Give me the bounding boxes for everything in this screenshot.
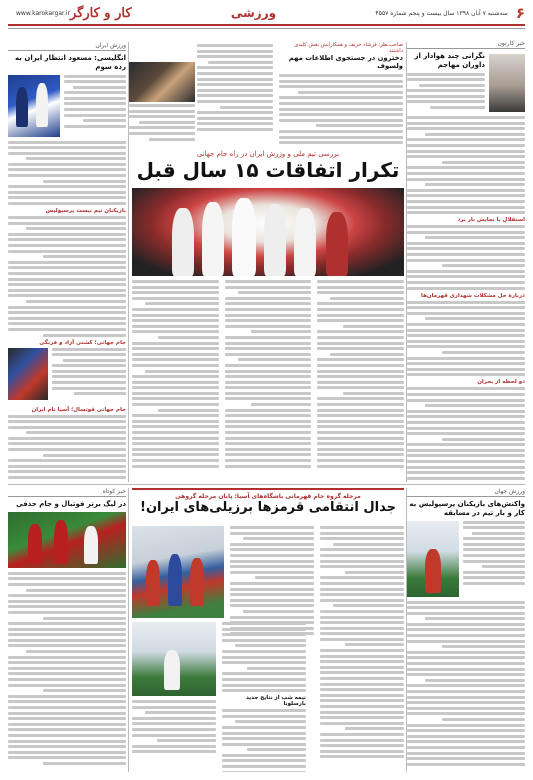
main-kicker: بررسی تیم ملی و وزرش ایران در راه جام جهانی — [196, 150, 340, 158]
feature-field-photo — [132, 622, 216, 696]
left-column — [8, 42, 126, 482]
divider-right — [406, 42, 407, 482]
top-middle-headline: دخترون در جستجوی اطلاعات مهم ولسوف — [288, 54, 403, 71]
main-team-photo — [132, 188, 404, 276]
right-column-label: خبر کارتون — [407, 40, 525, 49]
left-body-3 — [8, 415, 126, 480]
feature-col-1 — [320, 526, 404, 761]
left-subhead-3: جام جهانی فوتسال؛ آسیا نام ایران — [31, 406, 126, 413]
divider-mid — [8, 484, 525, 485]
top-middle-kicker: صاحب‌نظر: فرشاد حریف و همکارانش نقش کلیدی داشتند — [294, 42, 403, 54]
left-headline: انگلیسی: مسعود انتظار ایران به رده سوم — [15, 54, 126, 71]
right-body-2 — [407, 225, 525, 290]
left-bottom-body — [8, 572, 126, 765]
mini-story-headline: نیمه شب از نتایج جدید بارسلونا — [245, 695, 306, 708]
right-portrait-photo — [489, 54, 525, 112]
left-bottom-column — [8, 488, 126, 772]
top-middle-col-2 — [197, 44, 273, 134]
page-number: ۶ — [515, 4, 525, 22]
right-column — [407, 40, 525, 480]
masthead-rule-thin — [8, 28, 525, 29]
feature-match-photo — [132, 526, 224, 618]
right-bottom-column — [407, 488, 525, 772]
right-body-1 — [407, 116, 525, 214]
masthead — [0, 0, 533, 40]
main-headline: تکرار اتفاقات ۱۵ سال قبل — [136, 158, 400, 182]
masthead-rule — [8, 24, 525, 26]
main-body-col-3 — [132, 280, 219, 480]
right-body-3 — [407, 301, 525, 377]
right-bottom-label: ورزش جهان — [407, 488, 525, 497]
right-bottom-headline: واکنش‌های بازیکنان پرسپولیس به کار و بار تیم در مسابقه — [409, 500, 525, 517]
left-subhead-1: بازیکنان تیم نیست پرسپولیس — [45, 208, 126, 215]
masthead-topline — [8, 6, 525, 20]
divider-left-bottom — [128, 488, 129, 772]
dateline: سه‌شنبه ۷ آبان ۱۳۹۸ سال بیست و پنجم شماره ۴۵۵۷ — [375, 9, 508, 17]
left-body-1 — [8, 141, 126, 206]
left-football-photo — [8, 75, 60, 137]
top-middle-studio-photo — [129, 62, 195, 102]
brand-logo: کار و کارگر — [69, 5, 132, 21]
left-bottom-label: خبر کوتاه — [8, 488, 126, 497]
right-subhead-1: استقلال با نمایش بار برد — [457, 217, 525, 224]
left-bottom-headline: در لیگ برتر فوتبال و جام حذفی — [16, 500, 126, 508]
feature-headline: جدال انتقامی قرمزها برزیلی‌های ایران! — [140, 500, 396, 515]
left-subhead-2: جام جهانی؛ کشتی آزاد و فرنگی — [39, 339, 126, 346]
feature-lower — [132, 622, 306, 752]
divider-right-bottom — [406, 488, 407, 772]
right-body-4 — [407, 387, 525, 480]
divider-left — [128, 42, 129, 482]
left-bottom-photo — [8, 512, 126, 568]
left-body-2 — [8, 216, 126, 336]
right-headline: نگرانی چند هوادار از داوران مهاجم — [414, 52, 485, 69]
top-middle-col-3 — [129, 104, 195, 143]
top-middle-story — [128, 42, 403, 146]
right-subhead-2: دربارهٔ حل مشکلات شهداری قهرمان‌ها — [421, 292, 525, 299]
main-body — [132, 280, 404, 480]
feature-story — [132, 488, 404, 772]
right-bottom-body — [407, 601, 525, 766]
main-body-col-1 — [317, 280, 404, 480]
website-link[interactable]: www.karokargar.ir — [16, 9, 70, 17]
section-title: ورزشی — [230, 6, 277, 20]
left-column-label: ورزش ایران — [8, 42, 126, 51]
feature-kicker: مرحله گروه جام قهرمانی باشگاه‌های آسیا: پایان مرحله گروهی — [175, 493, 361, 500]
left-wrestling-photo — [8, 348, 48, 400]
right-bottom-photo — [407, 521, 459, 597]
main-body-col-2 — [225, 280, 312, 480]
right-subhead-3: دو لحظه از بحران — [477, 379, 525, 386]
main-story — [132, 150, 404, 480]
